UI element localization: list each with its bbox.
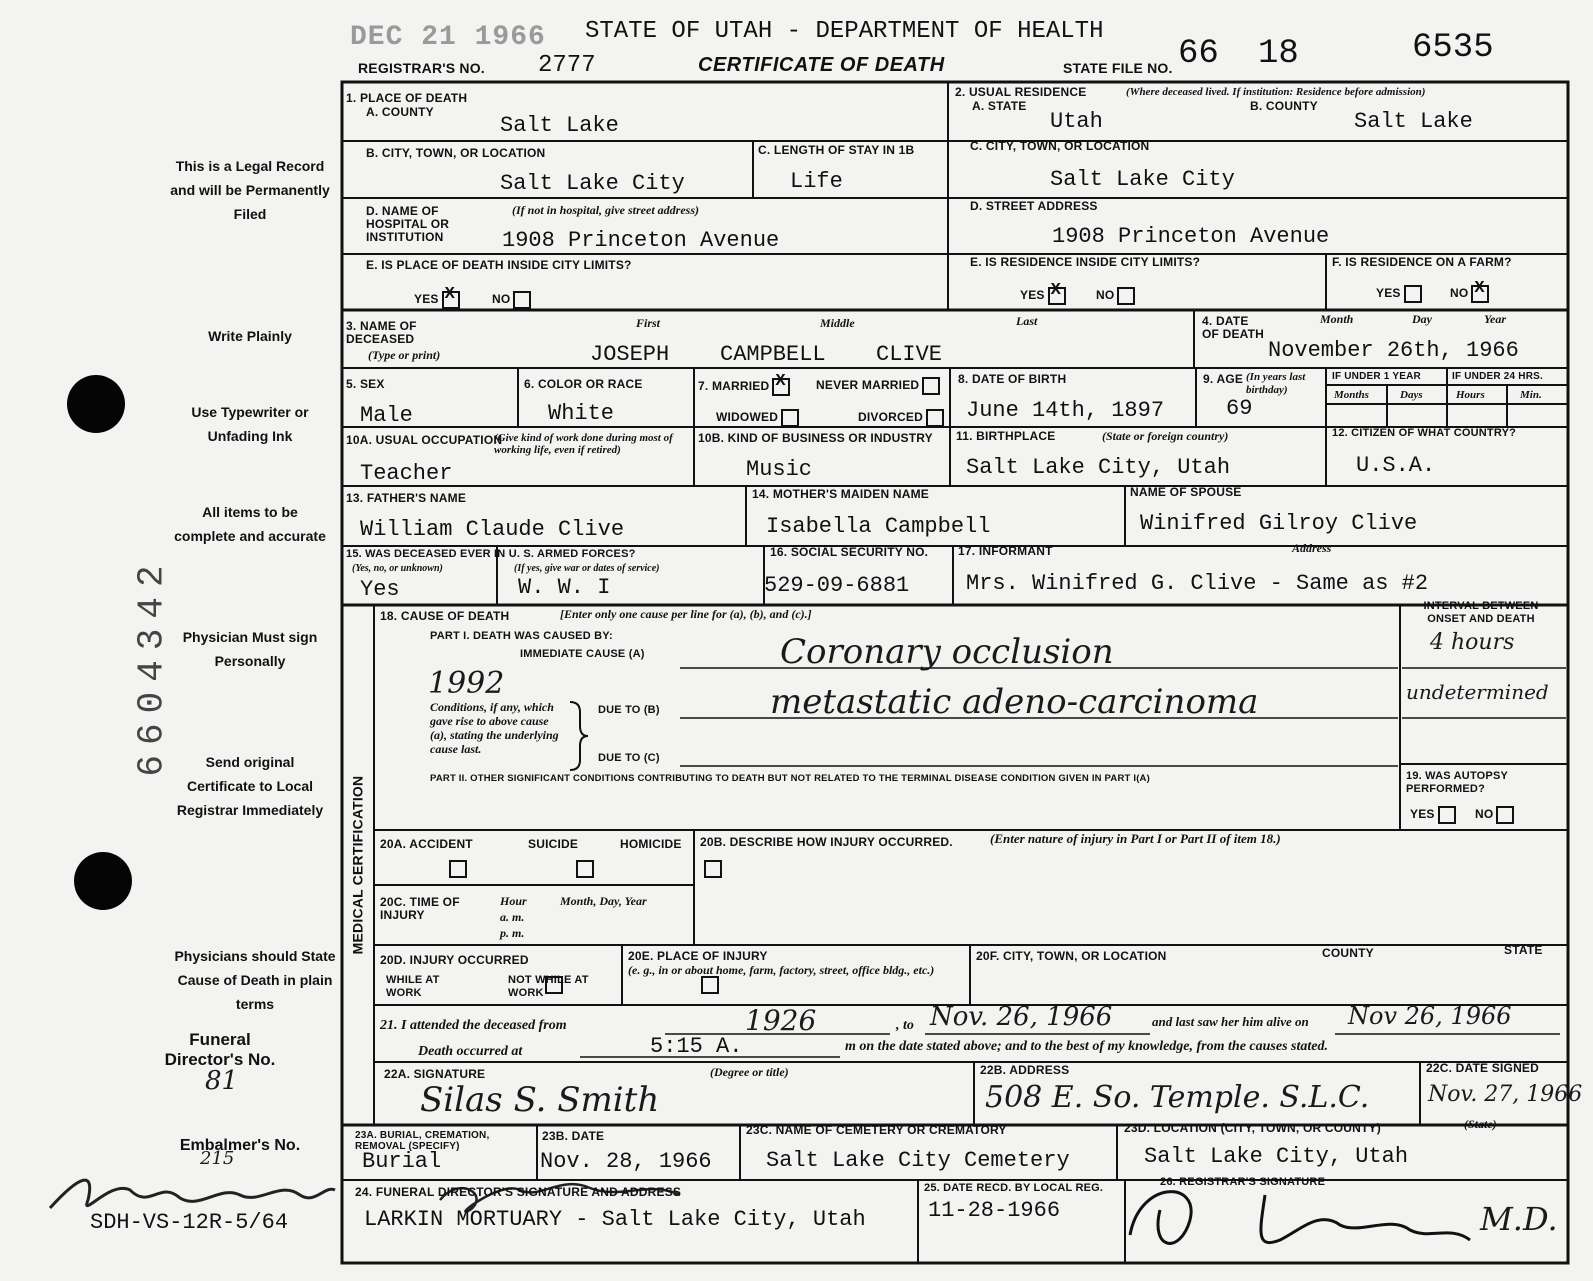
hospital-note: (If not in hospital, give street address): [512, 203, 700, 217]
father-label: 13. FATHER'S NAME: [346, 491, 467, 505]
injury-state-label: STATE: [1504, 943, 1543, 957]
not-while-at-work[interactable]: NOT WHILE AT WORK: [508, 974, 589, 999]
not-while-at-work-checkbox[interactable]: [701, 976, 719, 994]
informant: Mrs. Winifred G. Clive - Same as #2: [966, 571, 1429, 596]
while-at-work[interactable]: WHILE AT WORK: [386, 974, 440, 999]
occupation: Teacher: [360, 461, 453, 486]
widowed-checkbox[interactable]: [781, 409, 799, 427]
place-of-injury-note: (e. g., in or about home, farm, factory, street, office bldg., etc.): [628, 963, 935, 977]
autopsy-label: 19. WAS AUTOPSY PERFORMED?: [1406, 770, 1508, 795]
death-inside-yes[interactable]: YESX: [414, 291, 460, 309]
residence-county-label: B. COUNTY: [1250, 99, 1318, 113]
medical-certification-label: MEDICAL CERTIFICATION: [349, 775, 366, 955]
attended-to: Nov. 26, 1966: [930, 1002, 1113, 1032]
spouse-label: NAME OF SPOUSE: [1130, 485, 1242, 499]
suicide-checkbox[interactable]: [576, 860, 594, 878]
autopsy-no-checkbox[interactable]: [1496, 806, 1514, 824]
state-file-no-a: 66: [1178, 35, 1219, 73]
occupation-note: (Give kind of work done during most of working life, even if retired): [494, 432, 673, 456]
never-married-option[interactable]: NEVER MARRIED: [816, 377, 940, 395]
cause-a: Coronary occlusion: [780, 632, 1114, 672]
ssn-label: 16. SOCIAL SECURITY NO.: [770, 545, 929, 559]
registrar-signature-label: 26. REGISTRAR'S SIGNATURE: [1160, 1176, 1326, 1188]
residence-county: Salt Lake: [1354, 109, 1473, 134]
last-saw-label: and last saw her him alive on: [1152, 1014, 1309, 1029]
state-file-no-b: 18: [1258, 35, 1299, 73]
autopsy-no[interactable]: NO: [1475, 806, 1514, 824]
embalmer-signature-scrawl: [50, 1180, 335, 1208]
mother-name: Isabella Campbell: [766, 514, 991, 539]
date-signed: Nov. 27, 1966: [1428, 1082, 1583, 1107]
cemetery-label: 23C. NAME OF CEMETERY OR CREMATORY: [746, 1123, 1007, 1137]
side-complete: All items to be complete and accurate: [174, 504, 326, 544]
under-1-year-label: IF UNDER 1 YEAR: [1332, 371, 1421, 382]
place-of-injury-label: 20E. PLACE OF INJURY: [628, 949, 768, 963]
injury-city-label: 20F. CITY, TOWN, OR LOCATION: [976, 949, 1167, 963]
middle-label: Middle: [820, 316, 855, 330]
sex-label: 5. SEX: [346, 377, 385, 391]
death-city-label: B. CITY, TOWN, OR LOCATION: [366, 146, 546, 160]
certificate-title: CERTIFICATE OF DEATH: [698, 54, 945, 76]
street-address: 1908 Princeton Avenue: [1052, 224, 1330, 249]
first-name: JOSEPH: [590, 342, 670, 367]
birthplace: Salt Lake City, Utah: [966, 455, 1231, 480]
attended-from: 1926: [745, 1004, 817, 1037]
death-occurred-label: Death occurred at: [418, 1044, 523, 1059]
months-label: Months: [1334, 389, 1369, 401]
registrar-signature-scrawl: [1130, 1192, 1470, 1244]
widowed-option[interactable]: WIDOWED: [716, 409, 799, 427]
death-inside-no-checkbox[interactable]: [513, 291, 531, 309]
last-name: CLIVE: [876, 342, 943, 367]
part2-label: PART II. OTHER SIGNIFICANT CONDITIONS CONTRIBUTING TO DEATH BUT NOT RELATED TO THE TERMINAL DISEASE CONDITION GIVEN IN PART I(A): [430, 773, 1150, 784]
date-received: 11-28-1966: [928, 1198, 1061, 1223]
conditions-note: Conditions, if any, which gave rise to above cause (a), stating the underlying cause last.: [430, 700, 559, 756]
side-write-plainly: Write Plainly: [208, 328, 292, 344]
funeral-director-no-label: Funeral Director's No.: [164, 1030, 276, 1069]
death-statement: m on the date stated above; and to the best of my knowledge, from the causes stated.: [845, 1039, 1328, 1054]
birthplace-note: (State or foreign country): [1102, 429, 1229, 443]
attended-to-word: , to: [896, 1018, 914, 1033]
birthplace-label: 11. BIRTHPLACE: [956, 429, 1056, 443]
physician-address-label: 22B. ADDRESS: [980, 1063, 1070, 1077]
age-note: (In years last birthday): [1246, 371, 1306, 396]
father-name: William Claude Clive: [360, 517, 625, 542]
residence-inside-yes-checkbox[interactable]: [1048, 287, 1066, 305]
burial: Burial: [362, 1149, 442, 1174]
accident-label: 20A. ACCIDENT: [380, 837, 473, 851]
name-sub: (Type or print): [368, 348, 441, 362]
armed-forces-note-b: (If yes, give war or dates of service): [514, 563, 660, 574]
farm-no-checkbox[interactable]: [1471, 285, 1489, 303]
side-physician: Physician Must sign Personally: [182, 629, 318, 669]
death-inside-limits-label: E. IS PLACE OF DEATH INSIDE CITY LIMITS?: [366, 258, 632, 272]
hours-label: Hours: [1456, 389, 1485, 401]
age-label: 9. AGE: [1203, 372, 1244, 386]
cause-b: metastatic adeno-carcinoma: [770, 682, 1259, 722]
location-state-label: (State): [1464, 1117, 1497, 1131]
age: 69: [1226, 396, 1253, 421]
hour-label: Hour: [500, 894, 527, 908]
registrar-number: 2777: [538, 52, 596, 79]
punch-hole-bottom: [74, 852, 132, 910]
am-label: a. m.: [500, 910, 525, 924]
mdy-label: Month, Day, Year: [560, 894, 647, 908]
death-county-label: A. COUNTY: [366, 105, 434, 119]
war-service: W. W. I: [518, 575, 611, 600]
funeral-director: LARKIN MORTUARY - Salt Lake City, Utah: [364, 1207, 866, 1232]
last-label: Last: [1016, 314, 1038, 328]
married-option[interactable]: 7. MARRIEDX: [698, 378, 790, 396]
burial-date-label: 23B. DATE: [542, 1129, 605, 1143]
cemetery: Salt Lake City Cemetery: [766, 1148, 1070, 1173]
dod-year-label: Year: [1484, 312, 1506, 326]
autopsy-yes-checkbox[interactable]: [1438, 806, 1456, 824]
death-time: 5:15 A.: [650, 1034, 743, 1059]
embalmer-no: 215: [200, 1148, 235, 1169]
min-label: Min.: [1520, 389, 1542, 401]
residence-state-label: A. STATE: [972, 99, 1027, 113]
hospital-address: 1908 Princeton Avenue: [502, 228, 780, 253]
sex: Male: [360, 403, 413, 428]
interval-label: INTERVAL BETWEEN ONSET AND DEATH: [1423, 600, 1539, 625]
residence-city: Salt Lake City: [1050, 167, 1235, 192]
funeral-director-label: 24. FUNERAL DIRECTOR'S SIGNATURE AND ADDRESS: [355, 1185, 682, 1199]
residence-inside-limits-label: E. IS RESIDENCE INSIDE CITY LIMITS?: [970, 255, 1201, 269]
due-to-b-label: DUE TO (B): [598, 704, 660, 716]
signature-label: 22A. SIGNATURE: [384, 1067, 486, 1081]
attended-label: 21. I attended the deceased from: [380, 1018, 567, 1033]
embalmer-no-label: Embalmer's No.: [179, 1137, 301, 1154]
immediate-cause-label: IMMEDIATE CAUSE (A): [520, 648, 645, 660]
date-of-birth-label: 8. DATE OF BIRTH: [958, 372, 1067, 386]
armed-forces-label: 15. WAS DECEASED EVER IN U. S. ARMED FORCES?: [346, 548, 636, 560]
residence-inside-yes[interactable]: YESX: [1020, 287, 1066, 305]
name-label: 3. NAME OF DECEASED: [346, 319, 417, 346]
side-cause-plain: Physicians should State Cause of Death in plain terms: [174, 948, 336, 1012]
race: White: [548, 401, 615, 426]
dod-month-label: Month: [1320, 312, 1354, 326]
armed-forces: Yes: [360, 577, 400, 602]
farm-yes-checkbox[interactable]: [1404, 285, 1422, 303]
punch-hole-top: [67, 375, 125, 433]
divorced-checkbox[interactable]: [926, 409, 944, 427]
injury-county-label: COUNTY: [1322, 946, 1374, 960]
first-label: First: [636, 316, 661, 330]
armed-forces-note-a: (Yes, no, or unknown): [352, 563, 443, 574]
injury-occurred-label: 20D. INJURY OCCURRED: [380, 953, 529, 967]
last-saw-date: Nov 26, 1966: [1348, 1002, 1512, 1030]
place-of-death-label: 1. PLACE OF DEATH: [346, 91, 468, 105]
time-of-injury-label: 20C. TIME OF INJURY: [380, 895, 460, 922]
informant-address-label: Address: [1292, 541, 1332, 555]
residence-city-label: C. CITY, TOWN, OR LOCATION: [970, 139, 1150, 153]
injury-how-label: 20B. DESCRIBE HOW INJURY OCCURRED.: [700, 835, 953, 849]
date-received-label: 25. DATE RECD. BY LOCAL REG.: [924, 1182, 1104, 1194]
business: Music: [746, 457, 813, 482]
cause-of-death-label: 18. CAUSE OF DEATH: [380, 609, 510, 623]
date-signed-label: 22C. DATE SIGNED: [1426, 1061, 1539, 1075]
farm-label: F. IS RESIDENCE ON A FARM?: [1332, 255, 1512, 269]
dod-day-label: Day: [1412, 312, 1432, 326]
ssn: 529-09-6881: [764, 573, 910, 598]
physician-signature: Silas S. Smith: [420, 1080, 660, 1120]
death-inside-no[interactable]: NO: [492, 291, 531, 309]
race-label: 6. COLOR OR RACE: [524, 377, 643, 391]
part1-label: PART I. DEATH WAS CAUSED BY:: [430, 630, 613, 642]
date-of-death: November 26th, 1966: [1268, 338, 1519, 363]
homicide-checkbox[interactable]: [704, 860, 722, 878]
residence-inside-no-checkbox[interactable]: [1117, 287, 1135, 305]
burial-date: Nov. 28, 1966: [540, 1149, 712, 1174]
form-code: SDH-VS-12R-5/64: [90, 1210, 289, 1235]
hospital-label: D. NAME OF HOSPITAL OR INSTITUTION: [366, 204, 450, 244]
death-county: Salt Lake: [500, 113, 619, 138]
middle-name: CAMPBELL: [720, 342, 826, 367]
pm-label: p. m.: [500, 926, 525, 940]
date-of-birth: June 14th, 1897: [966, 398, 1165, 423]
physician-address: 508 E. So. Temple. S.L.C.: [985, 1080, 1370, 1115]
cemetery-location: Salt Lake City, Utah: [1144, 1144, 1409, 1169]
informant-label: 17. INFORMANT: [958, 544, 1053, 558]
citizen-label: 12. CITIZEN OF WHAT COUNTRY?: [1332, 427, 1517, 439]
death-inside-yes-checkbox[interactable]: [442, 291, 460, 309]
autopsy-yes[interactable]: YES: [1410, 806, 1456, 824]
accident-checkbox[interactable]: [449, 860, 467, 878]
state-file-label: STATE FILE NO.: [1063, 60, 1173, 76]
vertical-cert-number: 6604342: [131, 555, 173, 777]
death-city: Salt Lake City: [500, 171, 685, 196]
due-to-c-label: DUE TO (C): [598, 752, 660, 764]
residence-inside-no[interactable]: NO: [1096, 287, 1135, 305]
farm-no[interactable]: NOX: [1450, 285, 1489, 303]
registrar-md: M.D.: [1480, 1200, 1558, 1238]
margin-note: 1992: [428, 666, 505, 701]
interval-b: undetermined: [1406, 680, 1549, 704]
mother-label: 14. MOTHER'S MAIDEN NAME: [752, 487, 930, 501]
never-married-checkbox[interactable]: [922, 377, 940, 395]
cause-of-death-note: [Enter only one cause per line for (a), (b), and (c).]: [560, 607, 812, 621]
business-label: 10B. KIND OF BUSINESS OR INDUSTRY: [698, 431, 933, 445]
usual-residence-label: 2. USUAL RESIDENCE: [955, 85, 1087, 99]
state-file-no-c: 6535: [1412, 29, 1494, 67]
divorced-option[interactable]: DIVORCED: [858, 409, 944, 427]
length-of-stay-label: C. LENGTH OF STAY IN 1B: [758, 143, 915, 157]
funeral-director-no: 81: [205, 1066, 239, 1096]
farm-yes[interactable]: YES: [1376, 285, 1422, 303]
suicide-label: SUICIDE: [528, 837, 579, 851]
occupation-label: 10A. USUAL OCCUPATION: [346, 433, 503, 447]
date-of-death-label: 4. DATE OF DEATH: [1202, 314, 1265, 341]
side-send-original: Send original Certificate to Local Registrar Immediately: [176, 754, 324, 818]
degree-label: (Degree or title): [710, 1065, 789, 1079]
side-typewriter: Use Typewriter or Unfading Ink: [191, 404, 309, 444]
married-checkbox[interactable]: [772, 378, 790, 396]
street-address-label: D. STREET ADDRESS: [970, 199, 1098, 213]
days-label: Days: [1400, 389, 1423, 401]
residence-state: Utah: [1050, 109, 1103, 134]
received-stamp: DEC 21 1966: [350, 22, 546, 53]
length-of-stay: Life: [790, 169, 843, 194]
registrar-label: REGISTRAR'S NO.: [358, 60, 485, 76]
homicide-label: HOMICIDE: [620, 837, 682, 851]
spouse-name: Winifred Gilroy Clive: [1140, 511, 1418, 536]
location-label: 23D. LOCATION (CITY, TOWN, OR COUNTY): [1124, 1121, 1381, 1135]
injury-how-note: (Enter nature of injury in Part I or Part II of item 18.): [990, 831, 1281, 846]
burial-label: 23A. BURIAL, CREMATION, REMOVAL (SPECIFY): [355, 1130, 490, 1152]
interval-a: 4 hours: [1430, 630, 1515, 655]
usual-residence-note: (Where deceased lived. If institution: Residence before admission): [1126, 86, 1426, 98]
under-24-hrs-label: IF UNDER 24 HRS.: [1452, 371, 1543, 382]
state-title: STATE OF UTAH - DEPARTMENT OF HEALTH: [585, 18, 1104, 45]
side-legal-record: This is a Legal Record and will be Permanently Filed: [170, 158, 330, 222]
citizen: U.S.A.: [1356, 453, 1436, 478]
